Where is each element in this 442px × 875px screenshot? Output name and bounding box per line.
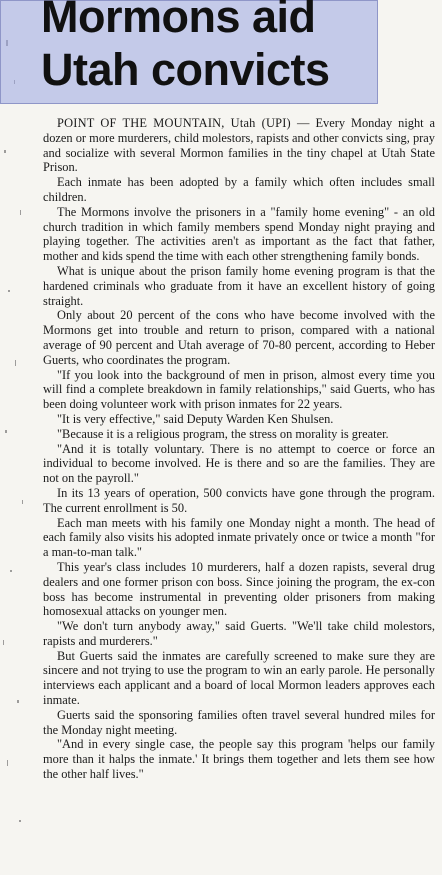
article-paragraph: But Guerts said the inmates are carefully screened to make sure they are sincere and not trying to use the program to win an early parole. He personally interviews each applicant and a board of local Mormon leaders approves each inmate. bbox=[43, 648, 435, 708]
article-paragraph: "And it is totally voluntary. There is no attempt to coerce or force an individual to become involved. He is there and so are the families. They are not on the payroll." bbox=[43, 441, 435, 486]
article-paragraph: Guerts said the sponsoring families often travel several hundred miles for the Monday night meeting. bbox=[43, 707, 435, 737]
headline-line-1: Mormons aid bbox=[41, 0, 316, 42]
article-paragraph: "If you look into the background of men in prison, almost every time you will find a complete breakdown in family relationships," said Guerts, who has been doing volunteer work with prison inmates for 22 years. bbox=[43, 367, 435, 412]
article-paragraph: The Mormons involve the prisoners in a "family home evening" - an old church tradition in which family members spend Monday night praying and playing together. The activities aren't as important as the fact that father, mother and kids spend the time with each other strengthening family bonds. bbox=[43, 204, 435, 264]
headline-box bbox=[0, 0, 378, 104]
article-paragraph: What is unique about the prison family home evening program is that the hardened criminals who graduate from it have an excellent history of going straight. bbox=[43, 263, 435, 308]
paragraph-text: Every Monday night a dozen or more murderers, child molestors, rapists and other convicts sing, pray and socialize with several Mormon families in the tiny chapel at Utah State Prison. bbox=[43, 116, 435, 175]
article-paragraph: Only about 20 percent of the cons who have become involved with the Mormons get into trouble and return to prison, compared with a national average of 90 percent and Utah average of 70-80 percent, according to Heber Guerts, who coordinates the program. bbox=[43, 308, 435, 367]
article-paragraph: Each inmate has been adopted by a family which often includes small children. bbox=[43, 175, 435, 204]
article-paragraph: "And in every single case, the people say this program 'helps our family more than it halps the inmate.' It brings them together and lets them see how the other half lives." bbox=[43, 737, 435, 782]
headline-line-2: Utah convicts bbox=[41, 44, 330, 95]
dateline: POINT OF THE MOUNTAIN, Utah (UPI) — bbox=[57, 116, 310, 130]
scan-noise-graphic bbox=[0, 0, 30, 870]
article-body bbox=[43, 116, 435, 782]
margin-scan-marks bbox=[0, 0, 30, 870]
article-paragraph: "We don't turn anybody away," said Guerts. "We'll take child molestors, rapists and murderers." bbox=[43, 619, 435, 648]
article-paragraph: Each man meets with his family one Monday night a month. The head of each family also visits his adopted inmate privately once or twice a month "for a man-to-man talk." bbox=[43, 515, 435, 560]
article-paragraph bbox=[43, 116, 435, 175]
article-paragraph: "Because it is a religious program, the stress on morality is greater. bbox=[57, 426, 389, 441]
article-paragraph: "It is very effective," said Deputy Warden Ken Shulsen. bbox=[57, 411, 334, 426]
article-paragraph: This year's class includes 10 murderers, half a dozen rapists, several drug dealers and one former prison con boss. Since joining the program, the ex-con boss has become instrumental in preventing older prisoners from making homosexual attacks on younger men. bbox=[43, 559, 435, 619]
article-paragraph: In its 13 years of operation, 500 convicts have gone through the program. The current enrollment is 50. bbox=[43, 485, 435, 515]
